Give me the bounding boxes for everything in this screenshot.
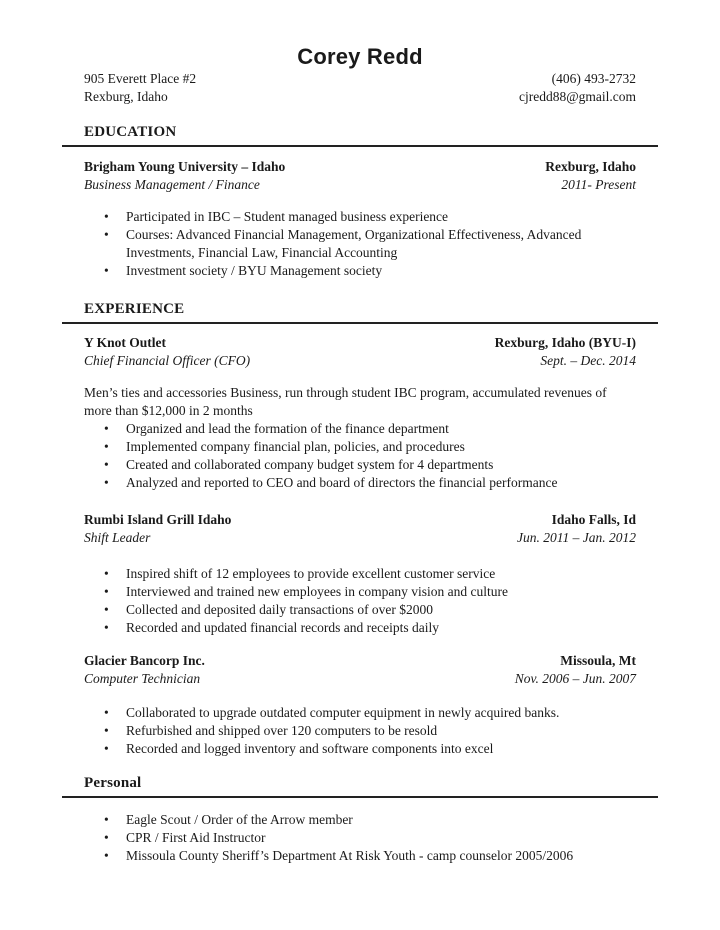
education-title: EDUCATION	[84, 124, 177, 140]
job-dates: Sept. – Dec. 2014	[540, 353, 636, 368]
job-entry	[84, 511, 636, 637]
contact-info	[84, 70, 636, 106]
employer-name: Y Knot Outlet	[84, 335, 166, 350]
personal-entry	[84, 811, 636, 865]
job-bullets	[84, 420, 636, 492]
list-item: • Missoula County Sheriff’s Department At Risk Youth - camp counselor 2005/2006	[84, 847, 636, 865]
list-item: • Implemented company financial plan, policies, and procedures	[84, 438, 636, 456]
list-item: • Eagle Scout / Order of the Arrow member	[84, 811, 636, 829]
personal-bullets	[84, 811, 636, 865]
candidate-name: Corey Redd	[297, 44, 423, 69]
list-item: • Interviewed and trained new employees in company vision and culture	[84, 583, 636, 601]
job-role: Computer Technician	[84, 671, 201, 686]
phone-number: (406) 493-2732	[551, 71, 636, 86]
job-dates: Nov. 2006 – Jun. 2007	[514, 671, 636, 686]
education-dates: 2011- Present	[561, 177, 636, 192]
list-item: • Recorded and updated financial records and receipts daily	[84, 619, 636, 637]
job-description: Men’s ties and accessories Business, run through student IBC program, accumulated revenues of more than $12,000 in 2 months	[84, 385, 607, 418]
personal-title: Personal	[84, 775, 142, 791]
email-address: cjredd88@gmail.com	[518, 89, 636, 104]
list-item: • CPR / First Aid Instructor	[84, 829, 636, 847]
list-item: • Organized and lead the formation of the finance department	[84, 420, 636, 438]
job-role: Chief Financial Officer (CFO)	[84, 353, 251, 368]
section-divider	[62, 145, 658, 147]
education-bullets	[84, 208, 636, 280]
job-dates: Jun. 2011 – Jan. 2012	[517, 530, 636, 545]
employer-name: Rumbi Island Grill Idaho	[84, 512, 232, 527]
education-section-header	[62, 122, 658, 147]
degree: Business Management / Finance	[84, 177, 260, 192]
education-entry	[84, 158, 636, 280]
list-item: • Courses: Advanced Financial Management, Organizational Effectiveness, Advanced Investments, Financial Law, Financial Accounting	[84, 226, 636, 262]
address-line-1: 905 Everett Place #2	[84, 71, 197, 86]
list-item: • Recorded and logged inventory and software components into excel	[84, 740, 636, 758]
job-location: Missoula, Mt	[560, 653, 636, 668]
address-line-2: Rexburg, Idaho	[84, 89, 168, 104]
experience-title: EXPERIENCE	[84, 301, 185, 317]
experience-section-header	[62, 299, 658, 324]
job-entry	[84, 334, 636, 492]
job-location: Rexburg, Idaho (BYU-I)	[494, 335, 636, 350]
job-entry	[84, 652, 636, 758]
list-item: • Participated in IBC – Student managed business experience	[84, 208, 636, 226]
job-role: Shift Leader	[84, 530, 151, 545]
employer-name: Glacier Bancorp Inc.	[84, 653, 205, 668]
list-item: • Refurbished and shipped over 120 computers to be resold	[84, 722, 636, 740]
list-item: • Investment society / BYU Management society	[84, 262, 636, 280]
job-location: Idaho Falls, Id	[551, 512, 636, 527]
list-item: • Collected and deposited daily transactions of over $2000	[84, 601, 636, 619]
list-item: • Created and collaborated company budget system for 4 departments	[84, 456, 636, 474]
personal-section-header	[62, 773, 658, 798]
job-bullets	[84, 565, 636, 637]
list-item: • Inspired shift of 12 employees to provide excellent customer service	[84, 565, 636, 583]
section-divider	[62, 796, 658, 798]
list-item: • Collaborated to upgrade outdated computer equipment in newly acquired banks.	[84, 704, 636, 722]
school-name: Brigham Young University – Idaho	[84, 159, 286, 174]
job-bullets	[84, 704, 636, 758]
school-location: Rexburg, Idaho	[545, 159, 636, 174]
section-divider	[62, 322, 658, 324]
list-item: • Analyzed and reported to CEO and board of directors the financial performance	[84, 474, 636, 492]
